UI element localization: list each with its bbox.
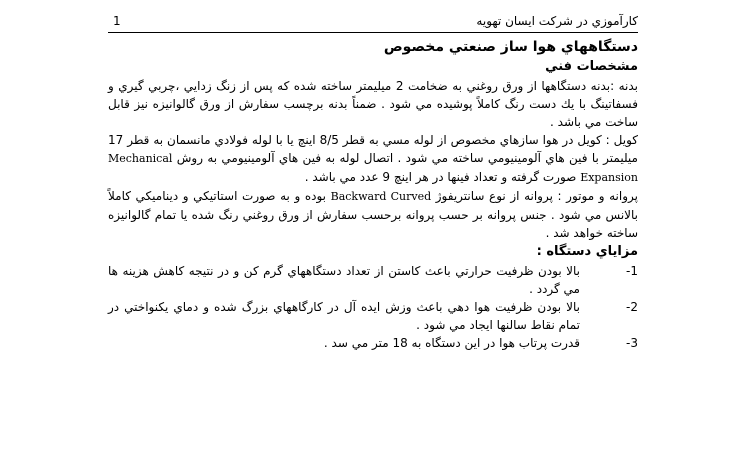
document-page [108, 0, 638, 450]
fan-text-a: پروانه و موتور : پروانه از نوع سانتريفوژ [435, 189, 638, 203]
list-item [108, 334, 638, 352]
section-heading-specs: مشخصات فني [545, 59, 638, 74]
coil-english-term: Mechanical Expansion [108, 152, 638, 184]
paragraph-coil [108, 131, 638, 187]
list-item-number: -3 [626, 336, 638, 350]
fan-text-b: بوده و به صورت استاتيکي و ديناميکي کاملاً بالانس مي شود . جنس پروانه بر حسب پروانه برحسب سفارش از ورق روغني رنگ شده يا تمام گالوانيزه ساخته خواهد شد . [108, 189, 638, 240]
header-text: کارآموزي در شرکت ايسان تهويه [476, 14, 638, 28]
page-number: 1 [113, 14, 121, 28]
section-heading-advantages: مزاياي دستگاه : [536, 244, 638, 259]
list-item-number: -2 [626, 300, 638, 314]
list-item-text: بالا بودن ظرفيت هوا دهي باعث وزش ايده آل در کارگاههاي بزرگ شده و دماي يکنواختي در تمام نقاط سالنها ايجاد مي شود . [108, 300, 580, 332]
list-item-text: بالا بودن ظرفيت حرارتي باعث کاستن از تعداد دستگاههاي گرم کن و در نتيجه کاهش هزينه ها مي گردد . [108, 264, 580, 296]
document-body [108, 37, 638, 352]
paragraph-body: بدنه :بدنه دستگاهها از ورق روغني به ضخامت 2 ميليمتر ساخته شده که پس از زنگ زدايي ،چربي گيري و فسفاتينگ با يك دست رنگ کاملاً پوشيده مي شود . ضمناً بدنه برچسب سفارش از ورق گالوانيزه نيز قابل ساخت مي باشد . [108, 79, 639, 129]
coil-text-a: کويل : کويل در هوا سازهاي مخصوص از لوله مسي به قطر 8/5 اينچ يا با لوله فولادي مانسمان به قطر 17 ميليمتر با فين هاي آلومينيومي ساخته مي شود . اتصال لوله به فين هاي آلومينيومي به روش [108, 133, 638, 165]
coil-text-b: صورت گرفته و تعداد فينها در هر اينچ 9 عدد مي باشد . [304, 170, 577, 184]
list-item-number: -1 [626, 264, 638, 278]
advantages-list [108, 262, 638, 352]
list-item [108, 262, 638, 298]
list-item [108, 298, 638, 334]
document-title: دستگاههاي هوا ساز صنعتي مخصوص [383, 39, 638, 55]
list-item-text: قدرت پرتاب هوا در اين دستگاه به 18 متر مي سد . [323, 336, 580, 350]
page-header [108, 12, 638, 33]
paragraph-fan [108, 187, 638, 242]
fan-english-term: Backward Curved [330, 190, 432, 203]
